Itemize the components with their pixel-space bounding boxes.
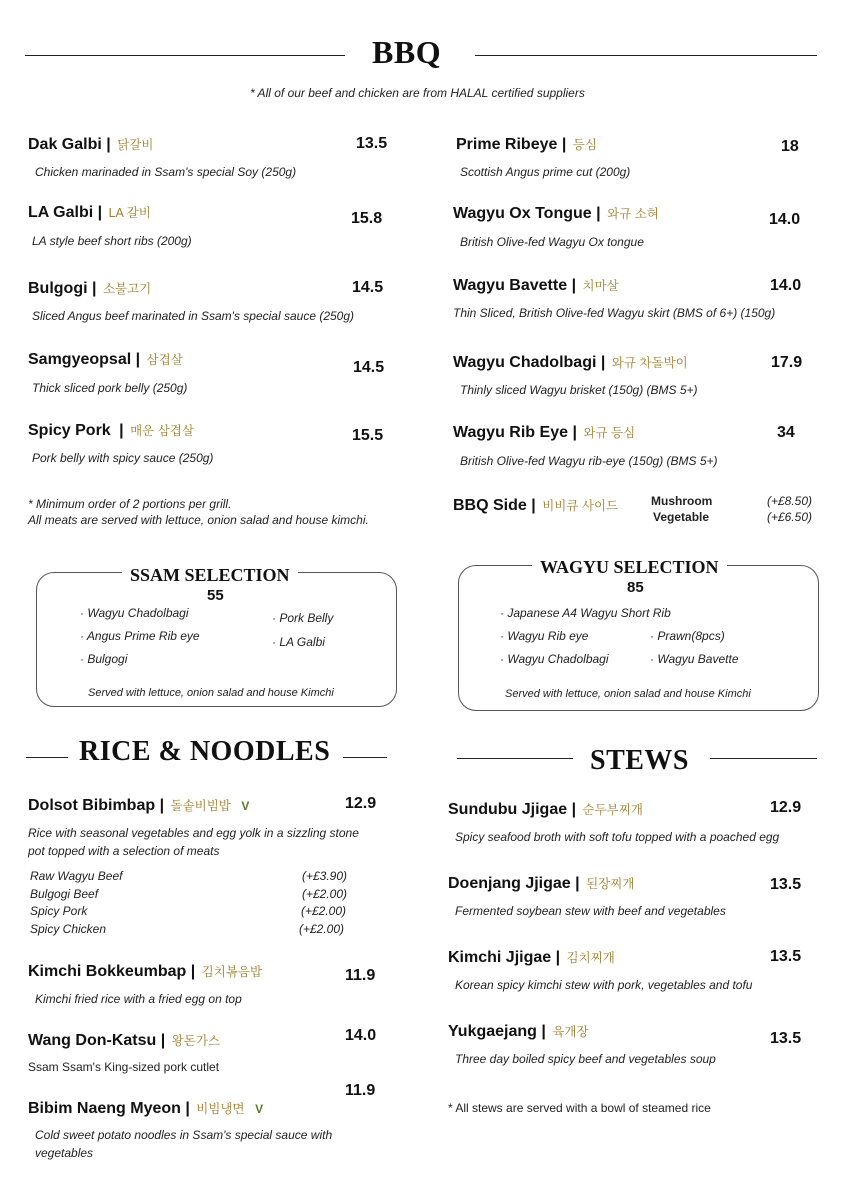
item-desc: Cold sweet potato noodles in Ssam's special sauce with (35, 1128, 333, 1142)
item-name: Sundubu Jjigae (448, 801, 568, 818)
divider: | (160, 1032, 166, 1049)
menu-item-spicy-pork (28, 421, 194, 440)
menu-item-wagyu-chadolbagi (453, 353, 688, 372)
side-option-vegetable: Vegetable (653, 510, 710, 524)
item-price: 34 (777, 424, 795, 441)
selection-item: · Angus Prime Rib eye (80, 629, 200, 643)
item-korean: 와규 소혀 (607, 207, 659, 221)
item-korean: 닭갈비 (117, 138, 154, 152)
item-desc: British Olive-fed Wagyu Ox tongue (460, 235, 644, 249)
item-korean: 된장찌개 (586, 877, 635, 891)
item-korean: 비비큐 사이드 (542, 499, 619, 513)
item-name: LA Galbi (28, 204, 94, 221)
item-korean: 와규 등심 (583, 426, 636, 440)
item-korean: 돌솥비빔밥 (170, 799, 231, 813)
ssam-selection-price: 55 (207, 587, 224, 604)
item-desc: pot topped with a selection of meats (28, 844, 220, 858)
rice-rule-right (343, 757, 387, 758)
item-desc: Kimchi fried rice with a fried egg on top (35, 992, 242, 1006)
item-price: 13.5 (356, 135, 388, 152)
selection-item: · Bulgogi (80, 652, 128, 666)
menu-item-dak-galbi (28, 135, 153, 154)
item-price: 14.5 (352, 279, 384, 296)
item-korean: 치마살 (582, 279, 619, 293)
divider: | (541, 1023, 546, 1040)
bbq-title: BBQ (372, 34, 442, 70)
ssam-selection-title: SSAM SELECTION (122, 565, 298, 586)
option-label: Bulgogi Beef (30, 887, 99, 901)
option-label: Spicy Chicken (30, 922, 107, 936)
item-price: 12.9 (770, 799, 802, 816)
side-option-vegetable-price: (+£6.50) (767, 510, 813, 524)
selection-item: · Japanese A4 Wagyu Short Rib (500, 606, 671, 620)
selection-item: · LA Galbi (272, 635, 325, 649)
item-korean: LA 갈비 (108, 206, 151, 220)
selection-item: · Prawn(8pcs) (650, 629, 725, 643)
item-desc: Pork belly with spicy sauce (250g) (32, 451, 214, 465)
divider: | (600, 354, 606, 371)
selection-footer: Served with lettuce, onion salad and house Kimchi (88, 687, 334, 699)
option-price: (+£2.00) (302, 887, 348, 901)
selection-item: · Pork Belly (272, 611, 334, 625)
item-name: Wagyu Ox Tongue (453, 205, 592, 222)
item-price: 14.5 (353, 359, 385, 376)
divider: | (575, 875, 580, 892)
menu-item-kimchi-bokkeumbap (28, 962, 262, 981)
divider: | (159, 797, 165, 814)
item-name: Dak Galbi (28, 136, 102, 153)
item-price: 18 (781, 138, 799, 155)
item-korean: 매운 삼겹살 (130, 424, 194, 438)
item-desc: LA style beef short ribs (200g) (32, 234, 192, 248)
item-desc: Sliced Angus beef marinated in Ssam's special sauce (250g) (32, 309, 355, 323)
item-desc: Scottish Angus prime cut (200g) (460, 165, 631, 179)
item-korean: 와규 차돌박이 (611, 356, 688, 370)
menu-item-bbq-side (453, 496, 618, 515)
menu-item-la-galbi (28, 203, 151, 222)
divider: | (190, 963, 196, 980)
item-price: 11.9 (345, 1082, 376, 1099)
item-desc: Fermented soybean stew with beef and vegetables (455, 904, 726, 918)
item-desc: Rice with seasonal vegetables and egg yolk in a sizzling stone (28, 826, 359, 840)
menu-item-wagyu-bavette (453, 276, 619, 295)
item-korean: 왕돈가스 (171, 1034, 220, 1048)
item-desc: Three day boiled spicy beef and vegetables soup (455, 1052, 716, 1066)
item-price: 15.5 (352, 427, 384, 444)
item-korean: 김치볶음밥 (201, 965, 263, 979)
menu-item-samgyeopsal (28, 350, 183, 369)
item-name: Bulgogi (28, 280, 88, 297)
item-name: Prime Ribeye (456, 136, 558, 153)
item-korean: 비빔냉면 (196, 1102, 245, 1116)
divider: | (185, 1100, 190, 1117)
selection-item: · Wagyu Rib eye (500, 629, 589, 643)
item-name: Wagyu Bavette (453, 277, 568, 294)
item-korean: 순두부찌개 (582, 803, 643, 817)
divider: | (97, 204, 103, 221)
menu-item-wang-don-katsu (28, 1031, 220, 1050)
item-price: 14.0 (770, 277, 802, 294)
divider: | (596, 205, 601, 222)
item-korean: 김치찌개 (566, 951, 615, 965)
wagyu-selection-title: WAGYU SELECTION (532, 557, 727, 578)
item-name: Doenjang Jjigae (448, 875, 571, 892)
halal-note: * All of our beef and chicken are from HALAL certified suppliers (250, 86, 585, 100)
option-price: (+£2.00) (301, 904, 347, 918)
menu-item-prime-ribeye (456, 135, 597, 154)
selection-item: · Wagyu Chadolbagi (80, 606, 189, 620)
item-desc: Thinly sliced Wagyu brisket (150g) (BMS 5+) (460, 383, 698, 397)
item-name: Kimchi Bokkeumbap (28, 963, 187, 980)
divider: | (106, 136, 111, 153)
divider: | (555, 949, 561, 966)
item-desc: Thin Sliced, British Olive-fed Wagyu skirt (BMS of 6+) (150g) (453, 306, 776, 320)
item-desc: Korean spicy kimchi stew with pork, vegetables and tofu (455, 978, 753, 992)
stews-rule-right (710, 758, 817, 759)
option-price: (+£2.00) (299, 922, 345, 936)
side-option-mushroom: Mushroom (651, 494, 713, 508)
item-korean: 등심 (572, 138, 597, 152)
item-name: Wagyu Chadolbagi (453, 354, 597, 371)
item-korean: 육개장 (552, 1025, 589, 1039)
menu-item-dolsot-bibimbap (28, 796, 249, 815)
item-price: 13.5 (770, 948, 802, 965)
selection-item: · Wagyu Chadolbagi (500, 652, 609, 666)
rice-rule-left (26, 757, 68, 758)
menu-item-wagyu-ox-tongue (453, 204, 659, 223)
item-price: 15.8 (351, 210, 383, 227)
item-name: Kimchi Jjigae (448, 949, 552, 966)
item-price: 14.0 (345, 1027, 377, 1044)
bbq-rule-right (475, 55, 817, 56)
item-price: 14.0 (769, 211, 801, 228)
item-name: Wang Don-Katsu (28, 1032, 157, 1049)
item-price: 12.9 (345, 795, 377, 812)
item-name: Bibim Naeng Myeon (28, 1100, 181, 1117)
divider: | (561, 136, 567, 153)
item-korean: 삼겹살 (146, 353, 183, 367)
menu-item-doenjang-jjigae (448, 874, 634, 893)
divider: | (572, 424, 577, 441)
option-price: (+£3.90) (302, 869, 348, 883)
item-desc: vegetables (35, 1146, 94, 1160)
item-price: 13.5 (770, 876, 802, 893)
wagyu-selection-price: 85 (627, 579, 644, 596)
stews-title: STEWS (590, 745, 689, 776)
menu-item-sundubu-jjigae (448, 800, 643, 819)
item-name: Wagyu Rib Eye (453, 424, 568, 441)
item-desc: Chicken marinaded in Ssam's special Soy (250g) (35, 165, 297, 179)
vegetarian-badge: V (241, 799, 250, 813)
item-desc: Spicy seafood broth with soft tofu topped with a poached egg (455, 830, 780, 844)
selection-footer: Served with lettuce, onion salad and house Kimchi (505, 688, 751, 700)
item-name: Spicy Pork (28, 422, 111, 439)
item-price: 11.9 (345, 967, 376, 984)
item-desc: British Olive-fed Wagyu rib-eye (150g) (BMS 5+) (460, 454, 718, 468)
divider: | (571, 277, 577, 294)
item-korean: 소불고기 (102, 282, 152, 296)
stews-rule-left (457, 758, 573, 759)
divider: | (135, 351, 141, 368)
bbq-rule-left (25, 55, 345, 56)
menu-item-bibim-naeng-myeon (28, 1099, 263, 1118)
item-name: Samgyeopsal (28, 351, 132, 368)
item-name: Dolsot Bibimbap (28, 797, 156, 814)
item-desc: Thick sliced pork belly (250g) (32, 381, 188, 395)
menu-item-wagyu-rib-eye (453, 423, 635, 442)
item-price: 17.9 (771, 354, 803, 371)
menu-item-yukgaejang (448, 1022, 589, 1041)
menu-item-kimchi-jjigae (448, 948, 615, 967)
divider: | (531, 497, 536, 514)
selection-item: · Wagyu Bavette (650, 652, 739, 666)
rice-title: RICE & NOODLES (79, 736, 331, 767)
vegetarian-badge: V (255, 1102, 264, 1116)
served-with-note: All meats are served with lettuce, onion salad and house kimchi. (28, 513, 369, 527)
option-label: Spicy Pork (30, 904, 88, 918)
side-option-mushroom-price: (+£8.50) (767, 494, 813, 508)
stews-note: * All stews are served with a bowl of steamed rice (448, 1101, 711, 1115)
item-name: Yukgaejang (448, 1023, 537, 1040)
divider: | (571, 801, 577, 818)
menu-item-bulgogi (28, 279, 151, 298)
item-price: 13.5 (770, 1030, 802, 1047)
divider: | (92, 280, 97, 297)
divider: | (119, 422, 124, 439)
minimum-order-note: * Minimum order of 2 portions per grill. (28, 497, 232, 511)
option-label: Raw Wagyu Beef (30, 869, 123, 883)
item-name: BBQ Side (453, 497, 527, 514)
item-desc: Ssam Ssam's King-sized pork cutlet (28, 1060, 220, 1074)
